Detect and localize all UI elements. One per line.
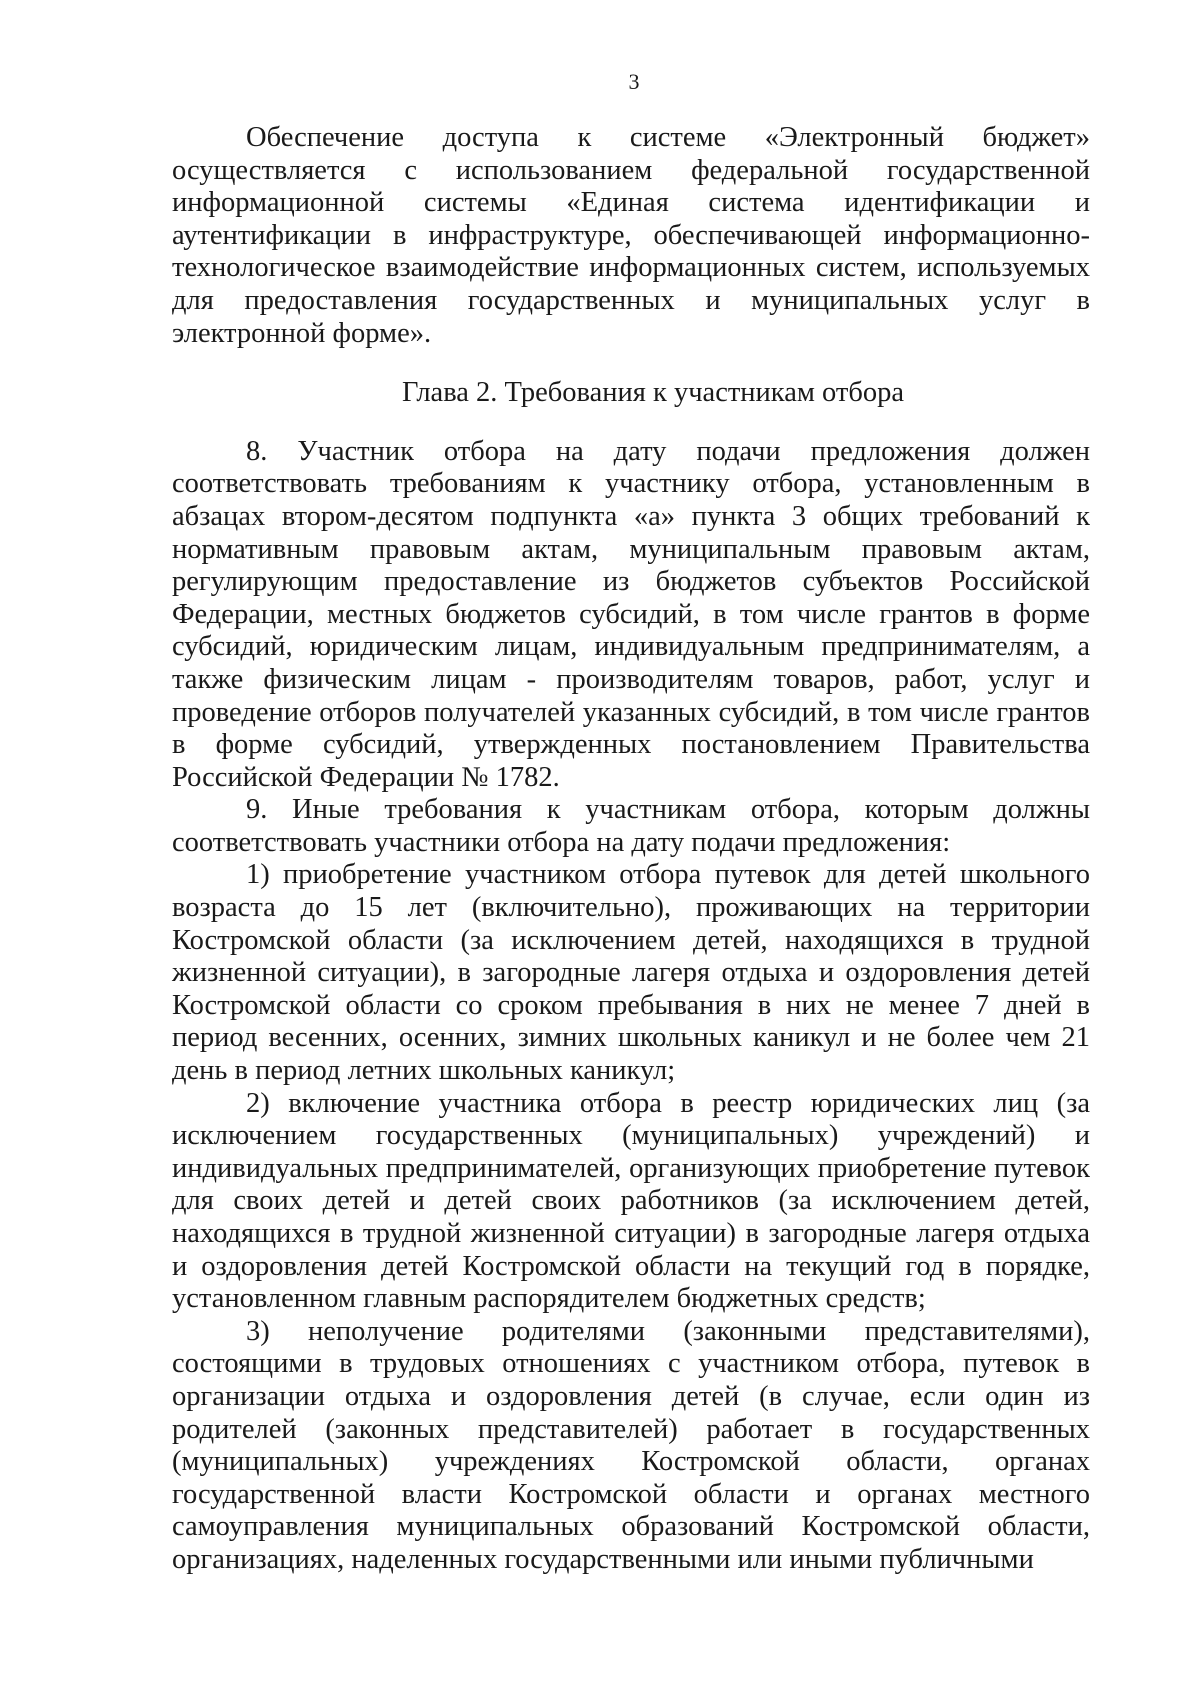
paragraph-subitem-2: 2) включение участника отбора в реестр юридических лиц (за исключением государственных (муниципальных) учреждений) и индивидуальных предпринимателей, организующих приобретение путевок для своих детей и детей своих работников (за исключением детей, находящихся в трудной жизненной ситуации) в загородные лагеря отдыха и оздоровления детей Костромской области на текущий год в порядке, установленном главным распорядителем бюджетных средств; <box>172 1087 1090 1315</box>
paragraph-subitem-1: 1) приобретение участником отбора путевок для детей школьного возраста до 15 лет (включительно), проживающих на территории Костромской области (за исключением детей, находящихся в трудной жизненной ситуации), в загородные лагеря отдыха и оздоровления детей Костромской области со сроком пребывания в них не менее 7 дней в период весенних, осенних, зимних школьных каникул и не более чем 21 день в период летних школьных каникул; <box>172 859 1090 1087</box>
document-body <box>172 122 1090 1577</box>
paragraph-item-9: 9. Иные требования к участникам отбора, которым должны соответствовать участники отбора на дату подачи предложения: <box>172 794 1090 858</box>
chapter-heading: Глава 2. Требования к участникам отбора <box>401 377 905 409</box>
paragraph-access-system: Обеспечение доступа к системе «Электронный бюджет» осуществляется с использованием федеральной государственной информационной системы «Единая система идентификации и аутентификации в инфраструктуре, обеспечивающей информационно-технологическое взаимодействие информационных систем, используемых для предоставления государственных и муниципальных услуг в электронной форме». <box>172 122 1090 349</box>
paragraph-subitem-3: 3) неполучение родителями (законными представителями), состоящими в трудовых отношениях с участником отбора, путевок в организации отдыха и оздоровления детей (в случае, если один из родителей (законных представителей) работает в государственных (муниципальных) учреждениях Костромской области, органах государственной власти Костромской области и органах местного самоуправления муниципальных образований Костромской области, организациях, наделенных государственными или иными публичными <box>172 1315 1090 1575</box>
paragraph-item-8: 8. Участник отбора на дату подачи предложения должен соответствовать требованиям к участнику отбора, установленным в абзацах втором-десятом подпункта «а» пункта 3 общих требований к нормативным правовым актам, муниципальным правовым актам, регулирующим предоставление из бюджетов субъектов Российской Федерации, местных бюджетов субсидий, в том числе грантов в форме субсидий, юридическим лицам, индивидуальным предпринимателям, а также физическим лицам - производителям товаров, работ, услуг и проведение отборов получателей указанных субсидий, в том числе грантов в форме субсидий, утвержденных постановлением Правительства Российской Федерации № 1782. <box>172 435 1090 793</box>
page-number: 3 <box>628 69 640 94</box>
